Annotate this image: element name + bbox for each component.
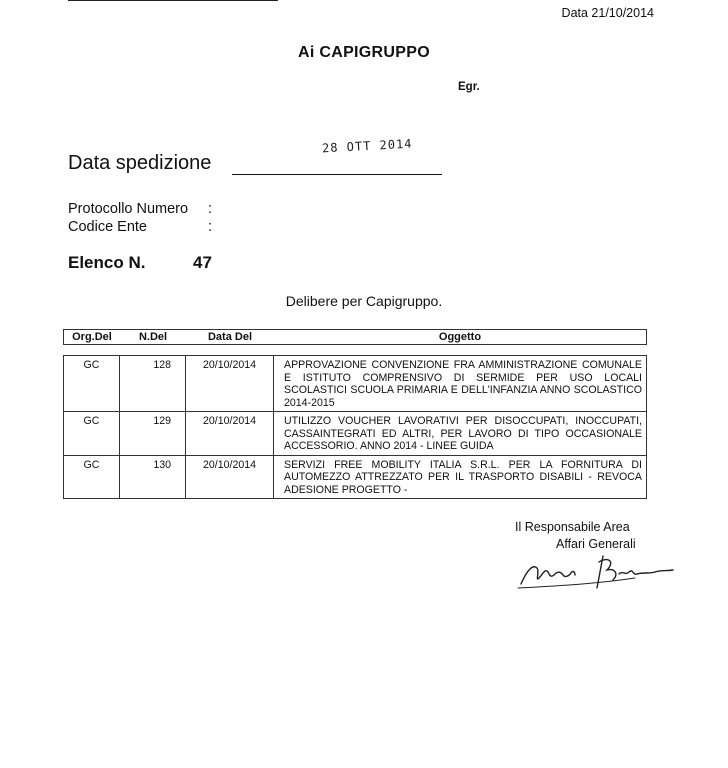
handwritten-signature xyxy=(515,548,680,599)
cell-subject: UTILIZZO VOUCHER LAVORATIVI PER DISOCCUPATI, INOCCUPATI, CASSAINTEGRATI ED ALTRI, PER LAVORO DI TIPO OCCASIONALE ACCESSORIO. ANNO 2014 - LINEE GUIDA xyxy=(284,415,642,452)
spedizione-underline xyxy=(232,174,442,175)
header-oggetto: Oggetto xyxy=(438,331,482,343)
cell-org: GC xyxy=(64,456,120,499)
date-stamp: 28 OTT 2014 xyxy=(321,136,413,156)
page-title: Ai CAPIGRUPPO xyxy=(298,44,430,61)
document-date: Data 21/10/2014 xyxy=(561,6,654,20)
signatory-title: Il Responsabile Area xyxy=(515,520,630,534)
codice-ente-colon: : xyxy=(208,219,213,235)
elenco-number: 47 xyxy=(193,253,212,272)
deliberations-table xyxy=(63,355,647,499)
section-subtitle: Delibere per Capigruppo. xyxy=(285,293,443,309)
cell-subject: APPROVAZIONE CONVENZIONE FRA AMMINISTRAZIONE COMUNALE E ISTITUTO COMPRENSIVO DI SERMIDE PER USO LOCALI SCOLASTICI SCUOLA PRIMARIA E DELL'INFANZIA ANNO SCOLASTICO 2014-2015 xyxy=(284,359,642,409)
table-row xyxy=(64,356,646,411)
cell-org: GC xyxy=(64,412,120,455)
cell-date: 20/10/2014 xyxy=(186,356,274,411)
cell-subject: SERVIZI FREE MOBILITY ITALIA S.R.L. PER LA FORNITURA DI AUTOMEZZO ATTREZZATO PER IL TRASPORTO DISABILI - REVOCA ADESIONE PROGETTO - xyxy=(284,458,642,496)
codice-ente-label: Codice Ente xyxy=(68,219,147,235)
signatory-department: Affari Generali xyxy=(556,537,636,551)
header-data-del: Data Del xyxy=(207,331,253,343)
elenco-label: Elenco N. xyxy=(68,253,146,272)
protocollo-label: Protocollo Numero xyxy=(68,201,189,217)
cell-num: 128 xyxy=(120,356,186,411)
protocol-block xyxy=(68,200,213,236)
table-header xyxy=(63,329,647,345)
spedizione-label: Data spedizione xyxy=(68,152,212,174)
table-row xyxy=(64,411,646,455)
cell-date: 20/10/2014 xyxy=(186,412,274,455)
top-rule xyxy=(68,0,278,1)
protocollo-colon: : xyxy=(208,201,213,217)
recipient-salutation: Egr. xyxy=(458,81,480,93)
cell-date: 20/10/2014 xyxy=(186,456,274,499)
header-org-del: Org.Del xyxy=(72,331,112,343)
cell-num: 130 xyxy=(120,456,186,499)
header-n-del: N.Del xyxy=(138,331,168,343)
cell-org: GC xyxy=(64,356,120,411)
table-row xyxy=(64,455,646,499)
cell-num: 129 xyxy=(120,412,186,455)
